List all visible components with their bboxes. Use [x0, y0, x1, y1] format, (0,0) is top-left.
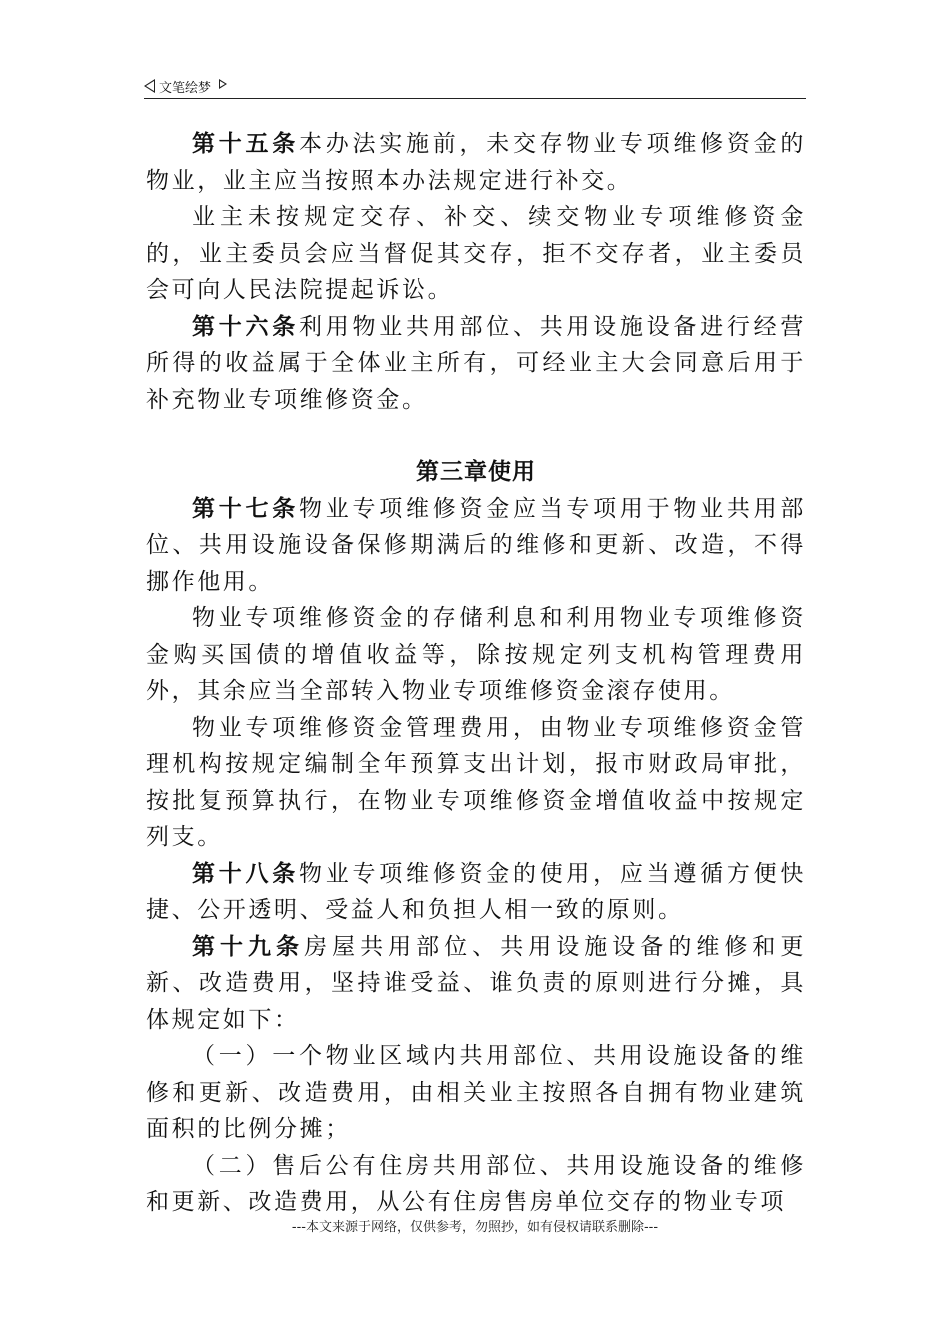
- paragraph-text: 业主未按规定交存、补交、续交物业专项维修资金的，业主委员会应当督促其交存，拒不交存者，业主委员会可向人民法院提起诉讼。: [146, 204, 806, 303]
- article-text: 利用物业共用部位、共用设施设备进行经营所得的收益属于全体业主所有，可经业主大会同意后用于补充物业专项维修资金。: [146, 313, 806, 413]
- article-text: 本办法实施前，未交存物业专项维修资金的物业，业主应当按照本办法规定进行补交。: [146, 131, 806, 194]
- article-label: 第十六条: [192, 312, 299, 340]
- paragraph: [146, 710, 806, 856]
- document-body: [146, 126, 806, 1221]
- list-item: [146, 1148, 806, 1221]
- header-title: 文笔绘梦: [159, 80, 212, 96]
- article-17: [146, 491, 806, 601]
- left-triangle-icon: [144, 79, 155, 93]
- list-item: [146, 1038, 806, 1148]
- paragraph: [146, 199, 806, 309]
- chapter-title: 第三章使用: [416, 458, 536, 485]
- article-text: 房屋共用部位、共用设施设备的维修和更新、改造费用，坚持谁受益、谁负责的原则进行分摊，具体规定如下：: [146, 933, 806, 1033]
- right-triangle-icon: [219, 79, 227, 89]
- article-text: 物业专项维修资金应当专项用于物业共用部位、共用设施设备保修期满后的维修和更新、改造，不得挪作他用。: [146, 495, 806, 595]
- article-text: 物业专项维修资金的使用，应当遵循方便快捷、公开透明、受益人和负担人相一致的原则。: [146, 860, 806, 923]
- article-label: 第十九条: [192, 932, 305, 960]
- paragraph: [146, 600, 806, 710]
- article-18: [146, 856, 806, 929]
- page-footer: ---本文来源于网络，仅供参考，勿照抄，如有侵权请联系删除---: [291, 1220, 659, 1235]
- article-label: 第十七条: [192, 494, 299, 522]
- list-item-text: （一）一个物业区域内共用部位、共用设施设备的维修和更新、改造费用，由相关业主按照各自拥有物业建筑面积的比例分摊；: [146, 1043, 806, 1142]
- list-item-text: （二）售后公有住房共用部位、共用设施设备的维修和更新、改造费用，从公有住房售房单位交存的物业专项: [146, 1152, 806, 1215]
- paragraph-text: 物业专项维修资金管理费用，由物业专项维修资金管理机构按规定编制全年预算支出计划，报市财政局审批，按批复预算执行，在物业专项维修资金增值收益中按规定列支。: [146, 714, 806, 850]
- article-19: [146, 929, 806, 1039]
- article-label: 第十八条: [192, 859, 299, 887]
- article-15: [146, 126, 806, 199]
- article-label: 第十五条: [192, 130, 299, 157]
- article-16: [146, 309, 806, 419]
- paragraph-text: 物业专项维修资金的存储利息和利用物业专项维修资金购买国债的增值收益等，除按规定列支机构管理费用外，其余应当全部转入物业专项维修资金滚存使用。: [146, 605, 806, 704]
- page-header: [144, 74, 806, 99]
